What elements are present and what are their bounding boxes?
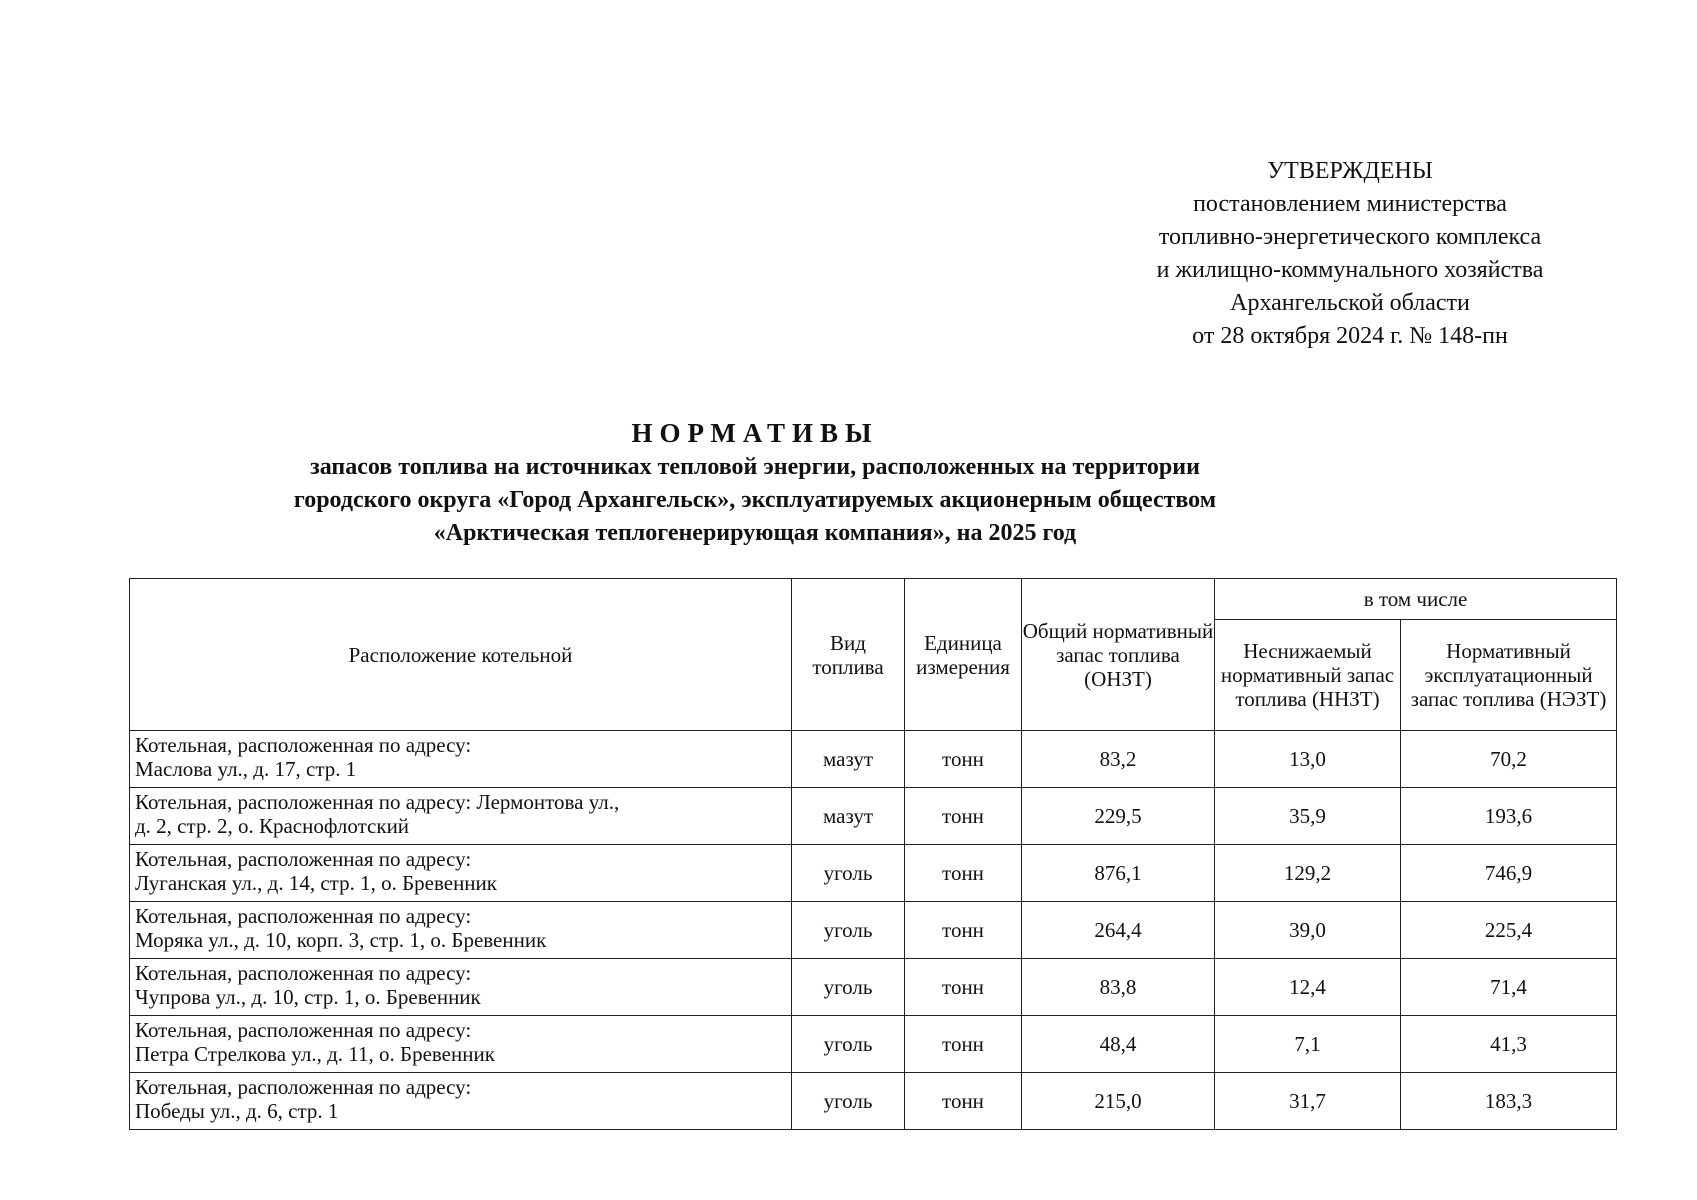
approval-line: топливно-энергетического комплекса	[1158, 224, 1542, 250]
cell-nezt: 41,3	[1401, 1016, 1617, 1073]
cell-nezt: 183,3	[1401, 1073, 1617, 1130]
cell-nnzt: 12,4	[1215, 959, 1401, 1016]
cell-total: 48,4	[1022, 1016, 1215, 1073]
cell-location: Котельная, расположенная по адресу: Победы ул., д. 6, стр. 1	[130, 1073, 792, 1130]
cell-location: Котельная, расположенная по адресу: Петра Стрелкова ул., д. 11, о. Бревенник	[130, 1016, 792, 1073]
approval-block	[1100, 155, 1600, 353]
title-subtitle-line: «Арктическая теплогенерирующая компания», на 2025 год	[433, 520, 1077, 546]
cell-nezt: 193,6	[1401, 788, 1617, 845]
cell-location: Котельная, расположенная по адресу: Маслова ул., д. 17, стр. 1	[130, 731, 792, 788]
header-including: в том числе	[1215, 579, 1617, 620]
cell-total: 83,2	[1022, 731, 1215, 788]
cell-fuel-type: уголь	[792, 845, 905, 902]
cell-unit: тонн	[905, 1016, 1022, 1073]
cell-total: 229,5	[1022, 788, 1215, 845]
cell-fuel-type: уголь	[792, 902, 905, 959]
cell-nnzt: 129,2	[1215, 845, 1401, 902]
cell-unit: тонн	[905, 845, 1022, 902]
approval-decree-date: от 28 октября 2024 г. № 148-пн	[1192, 323, 1508, 349]
cell-fuel-type: уголь	[792, 1073, 905, 1130]
title-subtitle-line: городского округа «Город Архангельск», эксплуатируемых акционерным обществом	[293, 487, 1217, 513]
approval-line: Архангельской области	[1230, 290, 1470, 316]
approval-line: постановлением министерства	[1193, 191, 1507, 217]
cell-nnzt: 31,7	[1215, 1073, 1401, 1130]
cell-fuel-type: уголь	[792, 959, 905, 1016]
cell-location: Котельная, расположенная по адресу: Моряка ул., д. 10, корп. 3, стр. 1, о. Бревенник	[130, 902, 792, 959]
cell-nnzt: 13,0	[1215, 731, 1401, 788]
fuel-norms-table	[129, 578, 1617, 1130]
cell-fuel-type: уголь	[792, 1016, 905, 1073]
cell-nnzt: 39,0	[1215, 902, 1401, 959]
header-total-reserve: Общий нормативный запас топлива (ОНЗТ)	[1022, 579, 1215, 731]
cell-fuel-type: мазут	[792, 731, 905, 788]
cell-unit: тонн	[905, 788, 1022, 845]
cell-unit: тонн	[905, 902, 1022, 959]
cell-location: Котельная, расположенная по адресу: Чупрова ул., д. 10, стр. 1, о. Бревенник	[130, 959, 792, 1016]
cell-total: 876,1	[1022, 845, 1215, 902]
header-unit: Единица измерения	[905, 579, 1022, 731]
approval-heading: УТВЕРЖДЕНЫ	[1267, 158, 1433, 184]
table-row	[130, 731, 1617, 788]
cell-location: Котельная, расположенная по адресу: Луганская ул., д. 14, стр. 1, о. Бревенник	[130, 845, 792, 902]
cell-nezt: 71,4	[1401, 959, 1617, 1016]
table-row	[130, 959, 1617, 1016]
cell-total: 83,8	[1022, 959, 1215, 1016]
table-row	[130, 788, 1617, 845]
table-row	[130, 845, 1617, 902]
header-nnzt: Неснижаемый нормативный запас топлива (ННЗТ)	[1215, 620, 1401, 731]
document-title	[230, 415, 1280, 550]
cell-unit: тонн	[905, 1073, 1022, 1130]
title-subtitle-line: запасов топлива на источниках тепловой энергии, расположенных на территории	[310, 454, 1200, 480]
cell-location: Котельная, расположенная по адресу: Лермонтова ул., д. 2, стр. 2, о. Краснофлотский	[130, 788, 792, 845]
cell-nezt: 746,9	[1401, 845, 1617, 902]
cell-unit: тонн	[905, 731, 1022, 788]
table-row	[130, 902, 1617, 959]
title-main: НОРМАТИВЫ	[631, 418, 879, 448]
table-row	[130, 1016, 1617, 1073]
cell-nezt: 225,4	[1401, 902, 1617, 959]
cell-nnzt: 7,1	[1215, 1016, 1401, 1073]
cell-fuel-type: мазут	[792, 788, 905, 845]
table-row	[130, 1073, 1617, 1130]
header-fuel-type: Вид топлива	[792, 579, 905, 731]
cell-nezt: 70,2	[1401, 731, 1617, 788]
header-location: Расположение котельной	[130, 579, 792, 731]
cell-nnzt: 35,9	[1215, 788, 1401, 845]
cell-total: 264,4	[1022, 902, 1215, 959]
approval-line: и жилищно-коммунального хозяйства	[1156, 257, 1544, 283]
header-nezt: Нормативный эксплуатационный запас топлива (НЭЗТ)	[1401, 620, 1617, 731]
cell-total: 215,0	[1022, 1073, 1215, 1130]
cell-unit: тонн	[905, 959, 1022, 1016]
